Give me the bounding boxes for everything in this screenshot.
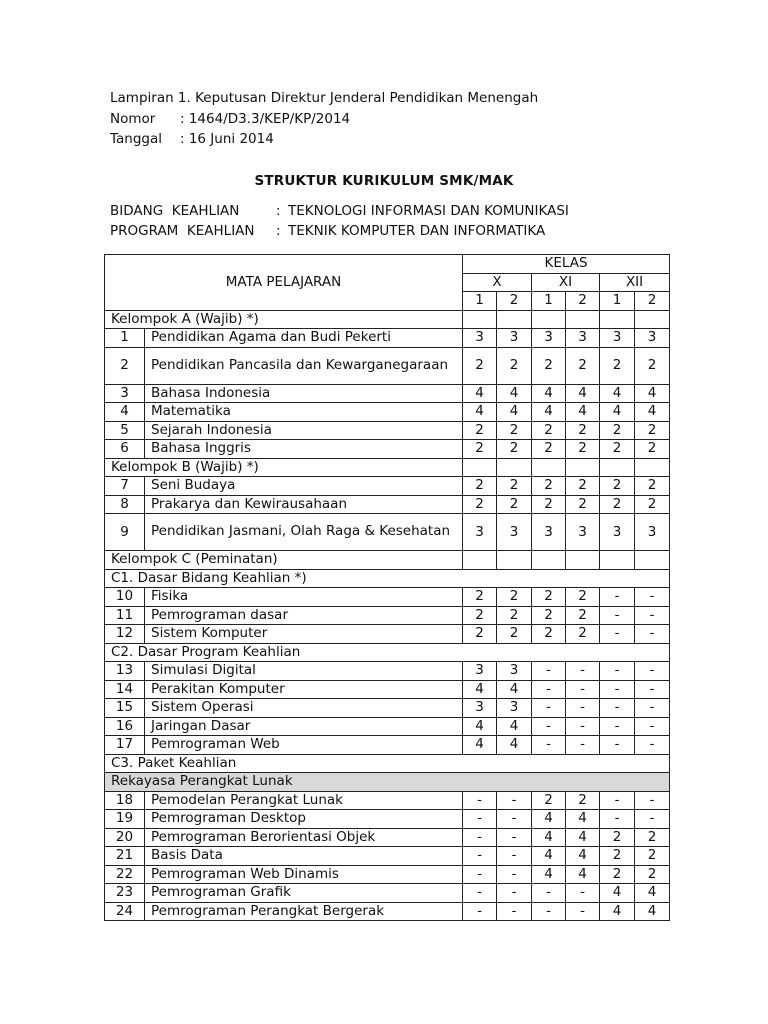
- hours-cell: 4: [463, 403, 497, 422]
- hours-cell: 2: [635, 440, 670, 459]
- table-row: [105, 403, 670, 422]
- nomor-value: : 1464/D3.3/KEP/KP/2014: [180, 110, 351, 127]
- row-number: 14: [105, 680, 145, 699]
- subject-name: Pemrograman Web Dinamis: [145, 865, 463, 884]
- hours-cell: 4: [532, 828, 566, 847]
- hours-cell: 4: [532, 865, 566, 884]
- subject-name: Basis Data: [145, 847, 463, 866]
- hours-cell: -: [497, 847, 532, 866]
- semester-header: 1: [463, 292, 497, 311]
- subject-name: Sejarah Indonesia: [145, 421, 463, 440]
- hours-cell: 4: [532, 810, 566, 829]
- row-number: 17: [105, 736, 145, 755]
- hours-cell: -: [600, 625, 635, 644]
- hours-cell: 2: [532, 606, 566, 625]
- field-label: BIDANG KEAHLIAN: [110, 203, 240, 219]
- column-mata-pelajaran: MATA PELAJARAN: [105, 255, 463, 311]
- subject-name: Pemrograman Desktop: [145, 810, 463, 829]
- hours-cell: 4: [463, 736, 497, 755]
- empty-cell: [635, 551, 670, 570]
- empty-cell: [600, 458, 635, 477]
- field-bidang: [110, 202, 569, 222]
- table-row: [105, 329, 670, 348]
- hours-cell: 3: [463, 329, 497, 348]
- empty-cell: [532, 551, 566, 570]
- table-row: [105, 884, 670, 903]
- row-number: 22: [105, 865, 145, 884]
- subject-name: Prakarya dan Kewirausahaan: [145, 495, 463, 514]
- empty-cell: [463, 551, 497, 570]
- hours-cell: -: [532, 884, 566, 903]
- hours-cell: 2: [600, 347, 635, 384]
- hours-cell: 4: [600, 884, 635, 903]
- group-label: C1. Dasar Bidang Keahlian *): [105, 569, 670, 588]
- hours-cell: -: [532, 902, 566, 921]
- empty-cell: [635, 310, 670, 329]
- hours-cell: -: [463, 828, 497, 847]
- table-row: [105, 736, 670, 755]
- row-number: 10: [105, 588, 145, 607]
- tanggal-value: : 16 Juni 2014: [180, 131, 274, 147]
- hours-cell: -: [600, 699, 635, 718]
- hours-cell: 3: [463, 662, 497, 681]
- table-row: [105, 421, 670, 440]
- field-label: PROGRAM KEAHLIAN: [110, 222, 255, 239]
- table-header-row: [105, 255, 670, 274]
- hours-cell: 2: [600, 440, 635, 459]
- hours-cell: 4: [635, 902, 670, 921]
- row-number: 9: [105, 514, 145, 551]
- hours-cell: 2: [635, 421, 670, 440]
- hours-cell: -: [532, 736, 566, 755]
- subject-name: Bahasa Indonesia: [145, 384, 463, 403]
- semester-header: 1: [600, 292, 635, 311]
- hours-cell: 2: [566, 477, 600, 496]
- grade-header: XII: [600, 273, 670, 292]
- hours-cell: -: [566, 717, 600, 736]
- row-number: 2: [105, 347, 145, 384]
- hours-cell: 2: [566, 347, 600, 384]
- group-row: [105, 458, 670, 477]
- table-row: [105, 865, 670, 884]
- hours-cell: 2: [566, 791, 600, 810]
- hours-cell: 4: [600, 384, 635, 403]
- hours-cell: 2: [635, 477, 670, 496]
- semester-header: 2: [497, 292, 532, 311]
- hours-cell: 4: [497, 717, 532, 736]
- hours-cell: -: [600, 717, 635, 736]
- table-row: [105, 514, 670, 551]
- empty-cell: [600, 310, 635, 329]
- row-number: 12: [105, 625, 145, 644]
- hours-cell: -: [497, 828, 532, 847]
- subject-name: Matematika: [145, 403, 463, 422]
- row-number: 1: [105, 329, 145, 348]
- hours-cell: 3: [497, 329, 532, 348]
- hours-cell: 4: [463, 384, 497, 403]
- empty-cell: [566, 458, 600, 477]
- hours-cell: 2: [635, 828, 670, 847]
- hours-cell: 4: [566, 828, 600, 847]
- document-header: [110, 88, 538, 150]
- curriculum-table: [104, 254, 670, 921]
- hours-cell: 4: [566, 403, 600, 422]
- table-row: [105, 477, 670, 496]
- hours-cell: -: [600, 810, 635, 829]
- hours-cell: 4: [635, 403, 670, 422]
- nomor-line: [110, 109, 538, 130]
- hours-cell: 2: [497, 606, 532, 625]
- row-number: 15: [105, 699, 145, 718]
- hours-cell: 2: [497, 440, 532, 459]
- hours-cell: -: [566, 699, 600, 718]
- hours-cell: 4: [497, 680, 532, 699]
- hours-cell: -: [635, 662, 670, 681]
- hours-cell: 2: [600, 477, 635, 496]
- subject-name: Pemrograman dasar: [145, 606, 463, 625]
- subject-name: Pendidikan Jasmani, Olah Raga & Kesehatan: [145, 514, 463, 551]
- hours-cell: 2: [635, 495, 670, 514]
- hours-cell: -: [635, 606, 670, 625]
- hours-cell: -: [600, 662, 635, 681]
- table-row: [105, 440, 670, 459]
- row-number: 13: [105, 662, 145, 681]
- hours-cell: -: [497, 865, 532, 884]
- row-number: 23: [105, 884, 145, 903]
- table-row: [105, 606, 670, 625]
- hours-cell: 2: [532, 421, 566, 440]
- semester-header: 2: [566, 292, 600, 311]
- hours-cell: -: [635, 717, 670, 736]
- subject-name: Fisika: [145, 588, 463, 607]
- empty-cell: [635, 458, 670, 477]
- subject-name: Perakitan Komputer: [145, 680, 463, 699]
- table-row: [105, 699, 670, 718]
- field-program: [110, 222, 569, 242]
- hours-cell: 2: [566, 421, 600, 440]
- row-number: 21: [105, 847, 145, 866]
- grade-header: XI: [532, 273, 600, 292]
- document-title: STRUKTUR KURIKULUM SMK/MAK: [254, 173, 514, 189]
- hours-cell: 4: [635, 884, 670, 903]
- group-row: [105, 569, 670, 588]
- row-number: 5: [105, 421, 145, 440]
- hours-cell: 4: [463, 717, 497, 736]
- hours-cell: -: [566, 662, 600, 681]
- hours-cell: 3: [497, 514, 532, 551]
- empty-cell: [566, 310, 600, 329]
- group-label: C3. Paket Keahlian: [105, 754, 670, 773]
- table-body: [105, 310, 670, 921]
- row-number: 6: [105, 440, 145, 459]
- group-row: [105, 310, 670, 329]
- hours-cell: 4: [532, 847, 566, 866]
- empty-cell: [497, 551, 532, 570]
- hours-cell: 3: [532, 514, 566, 551]
- subject-name: Simulasi Digital: [145, 662, 463, 681]
- empty-cell: [497, 458, 532, 477]
- empty-cell: [497, 310, 532, 329]
- hours-cell: 4: [566, 810, 600, 829]
- hours-cell: -: [600, 588, 635, 607]
- subject-name: Pemrograman Perangkat Bergerak: [145, 902, 463, 921]
- tanggal-label: Tanggal: [110, 131, 163, 147]
- hours-cell: 3: [532, 329, 566, 348]
- hours-cell: 2: [463, 625, 497, 644]
- hours-cell: 3: [463, 514, 497, 551]
- hours-cell: 2: [635, 847, 670, 866]
- subject-name: Pemrograman Web: [145, 736, 463, 755]
- table-row: [105, 588, 670, 607]
- subject-name: Pendidikan Agama dan Budi Pekerti: [145, 329, 463, 348]
- hours-cell: -: [532, 717, 566, 736]
- hours-cell: 2: [635, 865, 670, 884]
- hours-cell: -: [497, 791, 532, 810]
- semester-header: 2: [635, 292, 670, 311]
- hours-cell: -: [566, 680, 600, 699]
- table-row: [105, 810, 670, 829]
- hours-cell: -: [463, 810, 497, 829]
- hours-cell: 2: [600, 865, 635, 884]
- row-number: 24: [105, 902, 145, 921]
- group-row: [105, 551, 670, 570]
- hours-cell: 2: [532, 495, 566, 514]
- empty-cell: [463, 310, 497, 329]
- hours-cell: 4: [635, 384, 670, 403]
- tanggal-line: [110, 129, 538, 150]
- hours-cell: 3: [497, 662, 532, 681]
- hours-cell: 3: [566, 329, 600, 348]
- row-number: 19: [105, 810, 145, 829]
- hours-cell: -: [497, 884, 532, 903]
- field-colon: :: [276, 203, 281, 219]
- table-row: [105, 791, 670, 810]
- subject-name: Pemrograman Grafik: [145, 884, 463, 903]
- hours-cell: 2: [600, 828, 635, 847]
- hours-cell: 4: [600, 902, 635, 921]
- hours-cell: -: [532, 699, 566, 718]
- hours-cell: 4: [532, 403, 566, 422]
- hours-cell: 2: [463, 477, 497, 496]
- hours-cell: 2: [497, 477, 532, 496]
- hours-cell: 2: [566, 495, 600, 514]
- hours-cell: 2: [532, 477, 566, 496]
- table-row: [105, 847, 670, 866]
- table-row: [105, 662, 670, 681]
- hours-cell: -: [635, 736, 670, 755]
- hours-cell: 2: [463, 421, 497, 440]
- hours-cell: 4: [600, 403, 635, 422]
- empty-cell: [566, 551, 600, 570]
- row-number: 18: [105, 791, 145, 810]
- hours-cell: 2: [566, 625, 600, 644]
- hours-cell: 2: [566, 440, 600, 459]
- hours-cell: 3: [600, 329, 635, 348]
- hours-cell: 3: [497, 699, 532, 718]
- hours-cell: 2: [497, 421, 532, 440]
- hours-cell: -: [600, 791, 635, 810]
- table-row: [105, 625, 670, 644]
- subject-name: Seni Budaya: [145, 477, 463, 496]
- field-value: TEKNOLOGI INFORMASI DAN KOMUNIKASI: [288, 203, 569, 219]
- hours-cell: -: [463, 847, 497, 866]
- hours-cell: -: [497, 810, 532, 829]
- hours-cell: 2: [463, 495, 497, 514]
- hours-cell: -: [635, 588, 670, 607]
- hours-cell: 2: [532, 791, 566, 810]
- field-value: TEKNIK KOMPUTER DAN INFORMATIKA: [288, 222, 546, 239]
- subject-name: Pemodelan Perangkat Lunak: [145, 791, 463, 810]
- hours-cell: 2: [463, 440, 497, 459]
- row-number: 8: [105, 495, 145, 514]
- hours-cell: -: [463, 865, 497, 884]
- lampiran-line: Lampiran 1. Keputusan Direktur Jenderal Pendidikan Menengah: [110, 90, 539, 106]
- hours-cell: 4: [566, 384, 600, 403]
- hours-cell: -: [635, 810, 670, 829]
- hours-cell: 2: [532, 588, 566, 607]
- hours-cell: -: [635, 699, 670, 718]
- hours-cell: 2: [532, 347, 566, 384]
- hours-cell: 4: [463, 680, 497, 699]
- empty-cell: [600, 551, 635, 570]
- hours-cell: -: [532, 662, 566, 681]
- semester-header: 1: [532, 292, 566, 311]
- hours-cell: -: [566, 736, 600, 755]
- hours-cell: 2: [463, 588, 497, 607]
- hours-cell: 3: [566, 514, 600, 551]
- table-row: [105, 828, 670, 847]
- hours-cell: 2: [497, 625, 532, 644]
- subject-name: Pemrograman Berorientasi Objek: [145, 828, 463, 847]
- table-row: [105, 902, 670, 921]
- grade-header: X: [463, 273, 532, 292]
- hours-cell: -: [600, 606, 635, 625]
- hours-cell: 3: [635, 514, 670, 551]
- row-number: 16: [105, 717, 145, 736]
- hours-cell: 2: [532, 625, 566, 644]
- program-fields: [110, 202, 569, 241]
- hours-cell: 2: [566, 588, 600, 607]
- subject-name: Jaringan Dasar: [145, 717, 463, 736]
- hours-cell: 2: [566, 606, 600, 625]
- hours-cell: 2: [600, 847, 635, 866]
- subject-name: Pendidikan Pancasila dan Kewarganegaraan: [145, 347, 463, 384]
- hours-cell: 2: [463, 606, 497, 625]
- hours-cell: 2: [635, 347, 670, 384]
- hours-cell: 2: [497, 588, 532, 607]
- hours-cell: -: [635, 791, 670, 810]
- hours-cell: 2: [497, 495, 532, 514]
- hours-cell: -: [635, 625, 670, 644]
- hours-cell: 4: [497, 384, 532, 403]
- subject-name: Sistem Komputer: [145, 625, 463, 644]
- empty-cell: [532, 310, 566, 329]
- hours-cell: 4: [532, 384, 566, 403]
- hours-cell: 4: [566, 865, 600, 884]
- group-label: Kelompok C (Peminatan): [105, 551, 463, 570]
- hours-cell: -: [463, 791, 497, 810]
- row-number: 7: [105, 477, 145, 496]
- group-label: C2. Dasar Program Keahlian: [105, 643, 670, 662]
- row-number: 4: [105, 403, 145, 422]
- row-number: 11: [105, 606, 145, 625]
- hours-cell: 4: [497, 736, 532, 755]
- hours-cell: 4: [497, 403, 532, 422]
- group-row: [105, 643, 670, 662]
- hours-cell: -: [497, 902, 532, 921]
- table-row: [105, 384, 670, 403]
- package-row: [105, 773, 670, 792]
- hours-cell: -: [532, 680, 566, 699]
- table-row: [105, 717, 670, 736]
- hours-cell: 4: [566, 847, 600, 866]
- table-row: [105, 347, 670, 384]
- group-label: Kelompok A (Wajib) *): [105, 310, 463, 329]
- hours-cell: -: [600, 680, 635, 699]
- hours-cell: 2: [600, 421, 635, 440]
- hours-cell: 3: [463, 699, 497, 718]
- empty-cell: [463, 458, 497, 477]
- subject-name: Bahasa Inggris: [145, 440, 463, 459]
- column-kelas: KELAS: [463, 255, 670, 274]
- group-row: [105, 754, 670, 773]
- package-label: Rekayasa Perangkat Lunak: [105, 773, 670, 792]
- hours-cell: 2: [463, 347, 497, 384]
- hours-cell: -: [635, 680, 670, 699]
- hours-cell: 2: [600, 495, 635, 514]
- hours-cell: -: [463, 884, 497, 903]
- hours-cell: 2: [497, 347, 532, 384]
- group-label: Kelompok B (Wajib) *): [105, 458, 463, 477]
- hours-cell: -: [463, 902, 497, 921]
- hours-cell: -: [600, 736, 635, 755]
- field-colon: :: [276, 222, 281, 239]
- table-row: [105, 680, 670, 699]
- hours-cell: 2: [532, 440, 566, 459]
- hours-cell: 3: [600, 514, 635, 551]
- nomor-label: Nomor: [110, 110, 156, 127]
- table-row: [105, 495, 670, 514]
- hours-cell: -: [566, 884, 600, 903]
- hours-cell: -: [566, 902, 600, 921]
- row-number: 3: [105, 384, 145, 403]
- row-number: 20: [105, 828, 145, 847]
- hours-cell: 3: [635, 329, 670, 348]
- subject-name: Sistem Operasi: [145, 699, 463, 718]
- empty-cell: [532, 458, 566, 477]
